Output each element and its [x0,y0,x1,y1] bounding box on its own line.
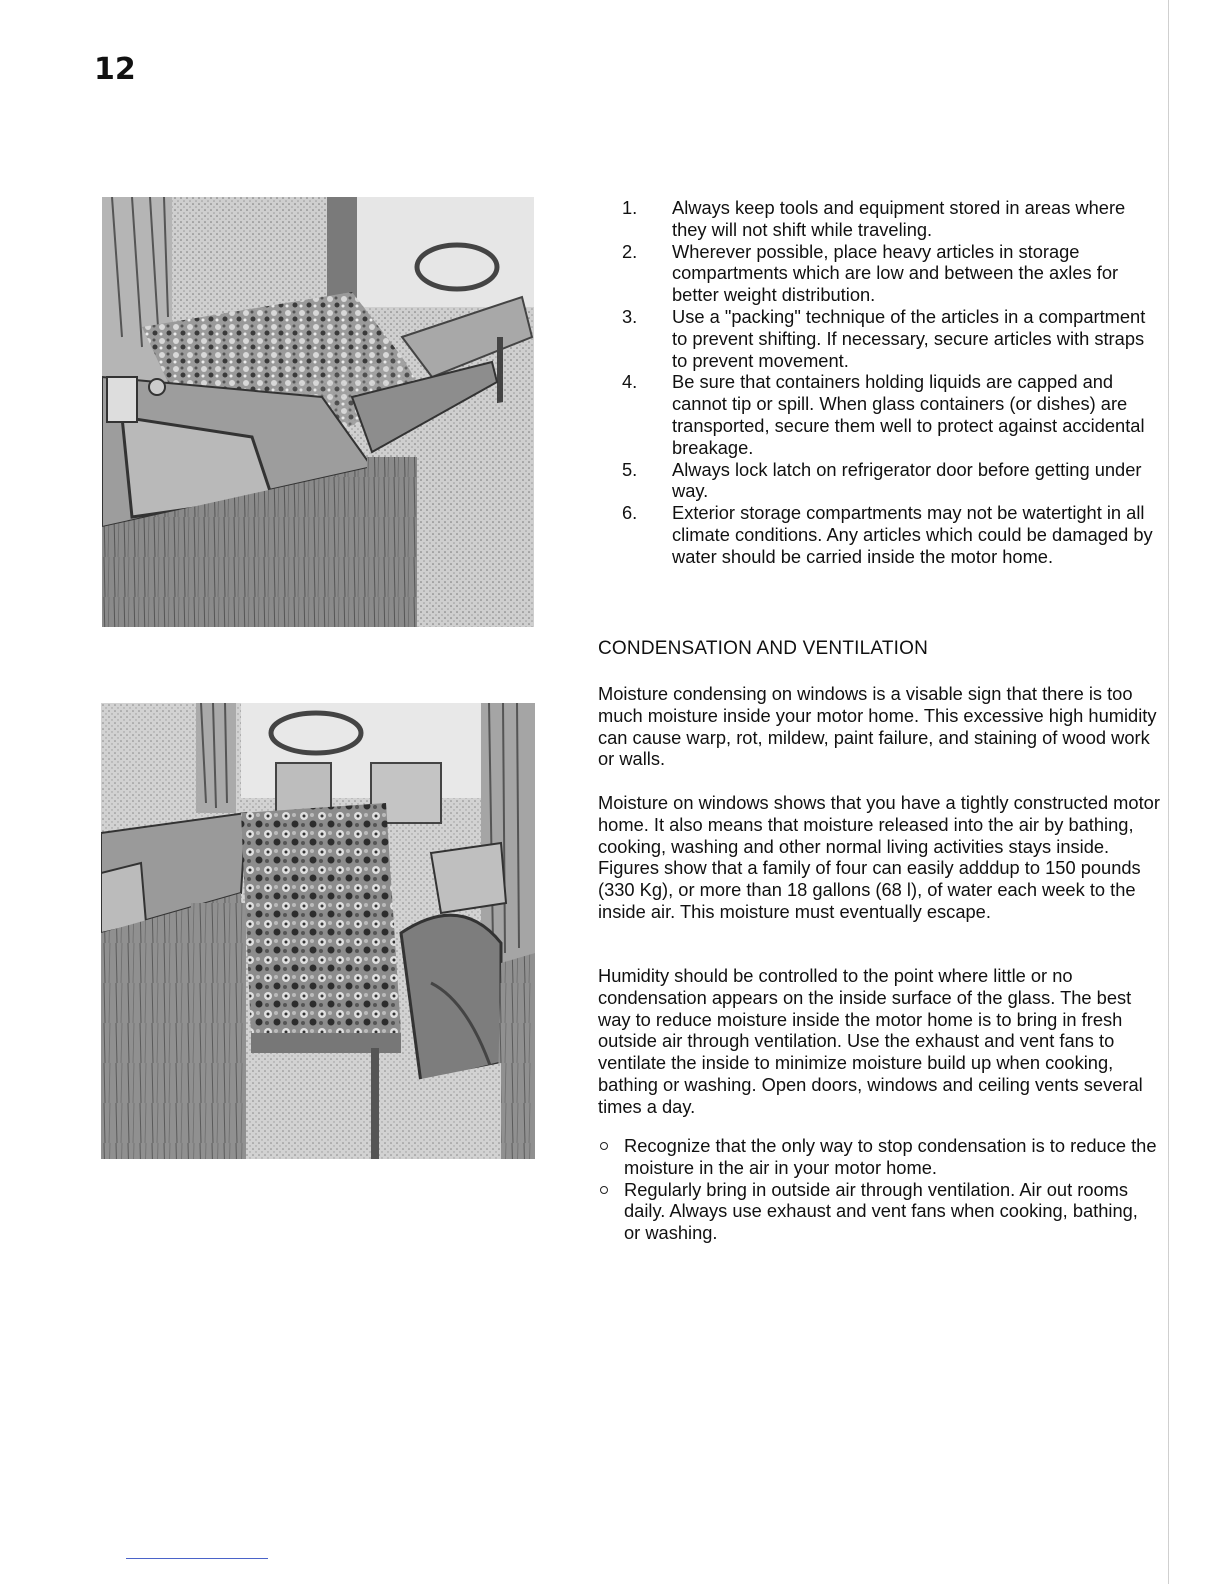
bullet-icon [600,1142,608,1150]
list-item-number: 4. [622,371,638,393]
list-item-text: Always lock latch on refrigerator door before getting under way. [672,458,1142,502]
footer-rule [126,1558,268,1559]
paragraph: Moisture on windows shows that you have a tightly constructed motor home. It also means that moisture released into the air by bathing, cooking, washing and other normal living activities stays inside. Figures show that a family of four can easily adddup to 150 pounds (330 Kg), or more than 18 gallons (68 l), of water each week to the inside air. This moisture must eventually escape. [598,792,1160,922]
condensation-tips-list [598,1135,1158,1244]
list-item [622,502,1157,567]
list-item [622,241,1157,306]
bullet-item [598,1179,1158,1244]
storage-tips-list [622,197,1157,568]
list-item [622,306,1157,371]
bullet-item [598,1135,1158,1179]
list-item-text: Wherever possible, place heavy articles in storage compartments which are low and between the axles for better weight distribution. [672,240,1119,306]
section-heading: CONDENSATION AND VENTILATION [598,638,929,659]
list-item-number: 2. [622,240,638,262]
list-item-number: 6. [622,502,638,524]
rv-interior-photo-cab-view [101,703,535,1159]
list-item [622,371,1157,458]
bullet-text: Recognize that the only way to stop condensation is to reduce the moisture in the air in your motor home. [624,1135,1157,1178]
scan-edge-line [1168,0,1169,1584]
list-item-text: Use a "packing" technique of the articles in a compartment to prevent shifting. If necessary, secure articles with straps to prevent movement. [672,305,1146,371]
photo-illustration [102,197,534,627]
paragraph: Moisture condensing on windows is a visable sign that there is too much moisture inside your motor home. This excessive high humidity can cause warp, rot, mildew, paint failure, and staining of wood work or walls. [598,683,1157,770]
list-item-number: 5. [622,458,638,480]
list-item-text: Exterior storage compartments may not be watertight in all climate conditions. Any articles which could be damaged by water should be carried inside the motor home. [672,502,1153,567]
list-item-text: Always keep tools and equipment stored in areas where they will not shift while traveling. [672,197,1126,240]
page-number: 12 [94,52,136,87]
rv-interior-photo-dinette-counter [102,197,534,627]
list-item-number: 3. [622,305,638,327]
list-item [622,197,1157,241]
photo-illustration [101,703,535,1159]
paragraph: Humidity should be controlled to the point where little or no condensation appears on the inside surface of the glass. The best way to reduce moisture inside the motor home is to bring in fresh outside air through ventilation. Use the exhaust and vent fans to ventilate the inside to minimize moisture build up when cooking, bathing or washing. Open doors, windows and ceiling vents several times a day. [598,965,1143,1117]
bullet-icon [600,1186,608,1194]
list-item-number: 1. [622,197,638,218]
list-item-text: Be sure that containers holding liquids are capped and cannot tip or spill. When glass containers (or dishes) are transported, secure them well to protect against accidental breakage. [672,371,1145,458]
list-item [622,459,1157,503]
bullet-text: Regularly bring in outside air through ventilation. Air out rooms daily. Always use exhaust and vent fans when cooking, bathing, or washing. [624,1178,1138,1244]
